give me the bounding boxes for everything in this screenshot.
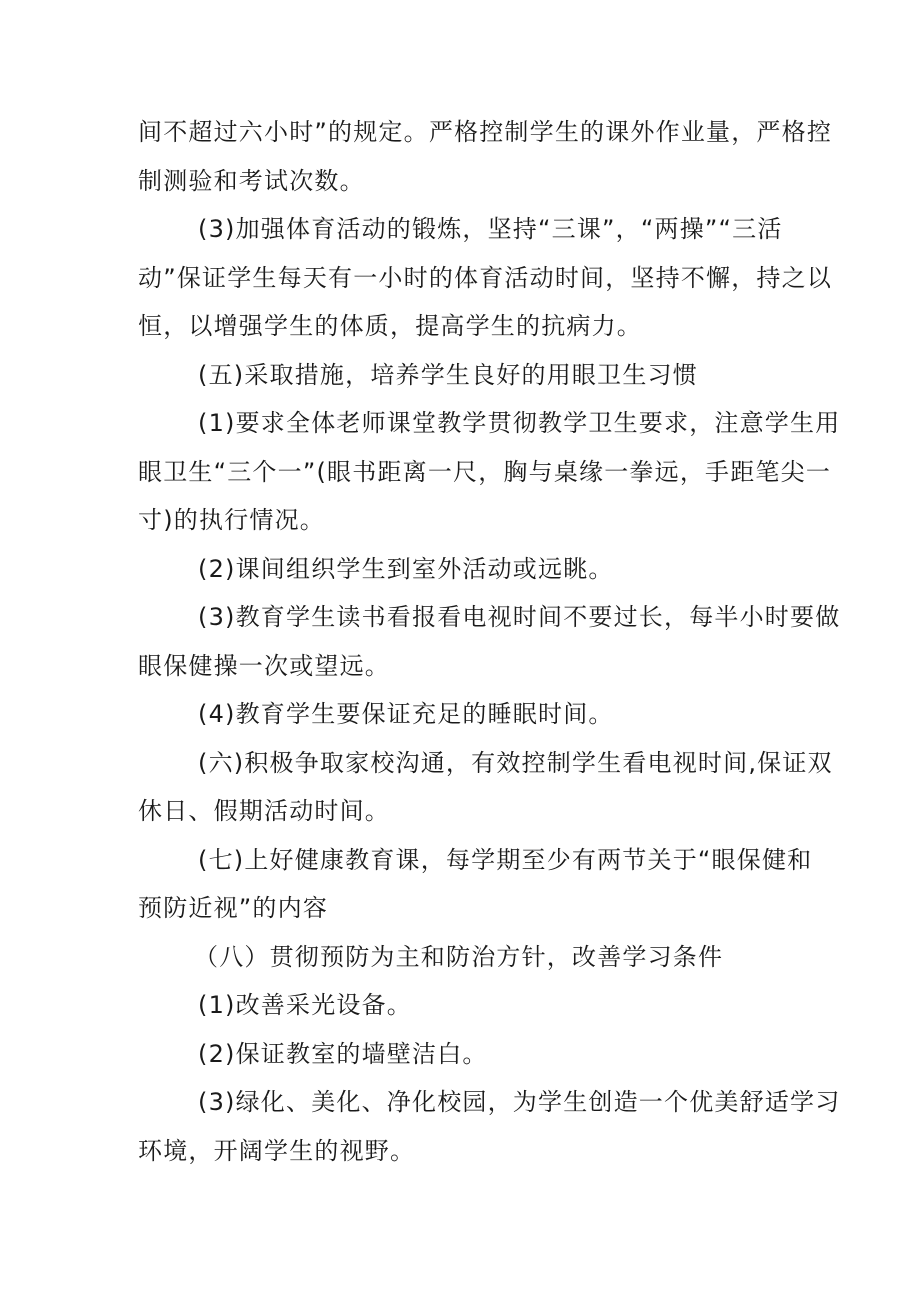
text-line: (3)教育学生读书看报看电视时间不要过长，每半小时要做	[198, 603, 841, 631]
text-line: (2)课间组织学生到室外活动或远眺。	[198, 554, 614, 583]
text-line: 动”保证学生每天有一小时的体育活动时间，坚持不懈，持之以	[138, 263, 833, 292]
text-line: 制测验和考试次数。	[138, 166, 365, 195]
section-heading: (七)上好健康教育课，每学期至少有两节关于“眼保健和	[198, 845, 813, 874]
section-heading: （八）贯彻预防为主和防治方针，改善学习条件	[194, 942, 724, 971]
text-line: (2)保证教室的墙壁洁白。	[198, 1039, 488, 1068]
text-line: 恒，以增强学生的体质，提高学生的抗病力。	[138, 312, 642, 340]
text-line: 寸)的执行情况。	[138, 506, 325, 534]
document-body	[138, 108, 841, 1175]
text-line: 休日、假期活动时间。	[138, 797, 390, 825]
text-line: (1)改善采光设备。	[198, 991, 412, 1019]
text-line: (1)要求全体老师课堂教学贯彻教学卫生要求，注意学生用	[198, 409, 841, 437]
text-line: 预防近视”的内容	[138, 894, 329, 922]
text-line: (3)加强体育活动的锻炼，坚持“三课”，“两操”“三活	[198, 215, 783, 243]
section-heading: (六)积极争取家校沟通，有效控制学生看电视时间,保证双	[198, 748, 833, 777]
section-heading: (五)采取措施，培养学生良好的用眼卫生习惯	[198, 360, 698, 389]
text-line: 眼保健操一次或望远。	[138, 651, 390, 680]
text-line: 眼卫生“三个一”(眼书距离一尺，胸与桌缘一拳远，手距笔尖一	[138, 457, 832, 486]
text-line: 间不超过六小时”的规定。严格控制学生的课外作业量，严格控	[138, 118, 833, 146]
text-line: (3)绿化、美化、净化校园，为学生创造一个优美舒适学习	[198, 1088, 841, 1116]
text-line: (4)教育学生要保证充足的睡眠时间。	[198, 700, 614, 728]
text-line: 环境，开阔学生的视野。	[138, 1136, 416, 1165]
